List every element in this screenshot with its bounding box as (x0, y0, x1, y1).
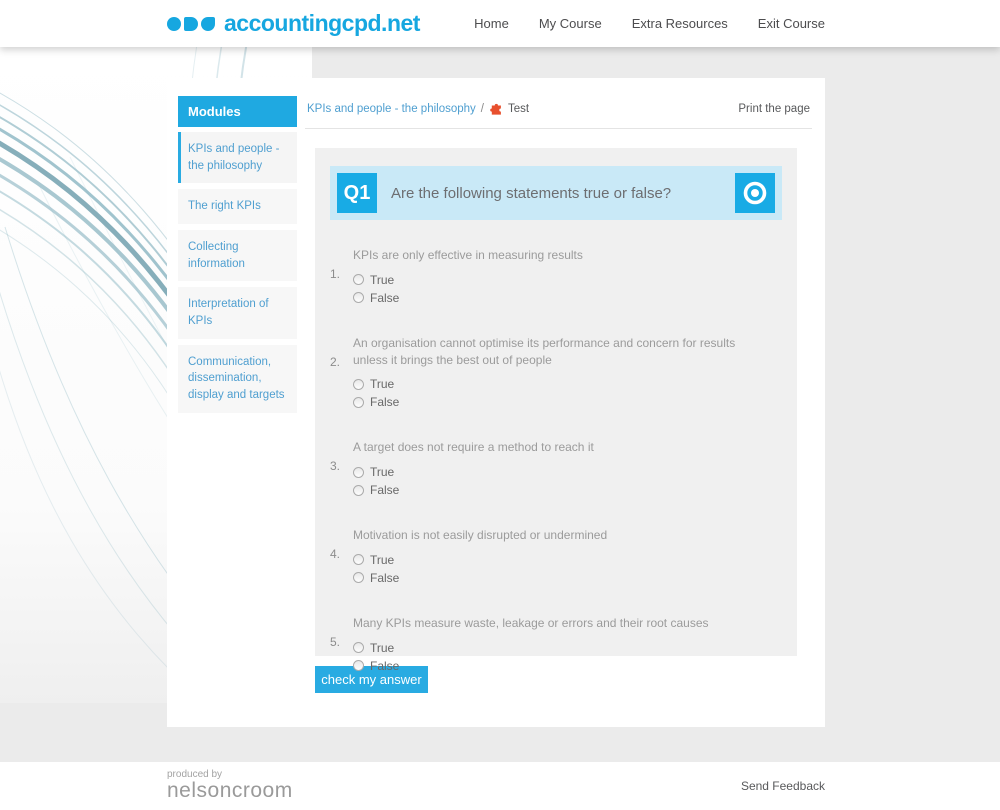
radio-button-icon[interactable] (353, 572, 364, 583)
logo-text: accountingcpd.net (224, 10, 420, 36)
statement-row-2 (330, 335, 782, 414)
statement-row-3 (330, 439, 782, 501)
option-true[interactable]: True (353, 465, 782, 479)
option-false[interactable]: False (353, 291, 782, 305)
nav-home[interactable]: Home (474, 16, 509, 31)
statement-number: 3. (330, 459, 341, 474)
question-panel (315, 148, 797, 673)
statement-text: Many KPIs measure waste, leakage or errors and their root causes (353, 615, 709, 630)
radio-button-icon[interactable] (353, 467, 364, 478)
sidebar-item-collecting-information[interactable]: Collecting information (178, 230, 297, 281)
modules-sidebar (178, 96, 297, 419)
sidebar-item-communication[interactable]: Communication, dissemination, display and targets (178, 345, 297, 413)
statement-row-5 (330, 615, 782, 677)
option-false[interactable]: False (353, 659, 782, 673)
content-card (167, 78, 825, 727)
radio-button-icon[interactable] (353, 554, 364, 565)
statement-text: An organisation cannot optimise its performance and concern for results unless it brings the best out of people (353, 335, 736, 367)
option-false[interactable]: False (353, 571, 782, 585)
produced-by-label: produced by (167, 768, 223, 780)
option-false[interactable]: False (353, 395, 782, 409)
producer-logo (167, 770, 293, 803)
send-feedback-link[interactable]: Send Feedback (740, 779, 825, 793)
target-icon (735, 173, 775, 213)
statement-row-1 (330, 247, 782, 309)
breadcrumb-row (305, 102, 812, 129)
sidebar-item-kpis-and-people[interactable]: KPIs and people - the philosophy (178, 132, 297, 183)
main-nav (474, 16, 825, 31)
option-true[interactable]: True (353, 377, 782, 391)
radio-button-icon[interactable] (353, 660, 364, 671)
option-true[interactable]: True (353, 553, 782, 567)
nav-extra-resources[interactable]: Extra Resources (631, 16, 728, 31)
top-header (0, 0, 1000, 47)
statement-text: KPIs are only effective in measuring results (353, 248, 583, 262)
statement-number: 2. (330, 354, 341, 369)
page-background (0, 47, 1000, 762)
radio-button-icon[interactable] (353, 379, 364, 390)
statement-number: 5. (330, 634, 341, 649)
breadcrumb-current: Test (508, 103, 530, 115)
page-footer (0, 762, 1000, 810)
question-text: Are the following statements true or false? (391, 184, 672, 202)
question-header (330, 166, 782, 220)
radio-button-icon[interactable] (353, 642, 364, 653)
breadcrumb-separator: / (480, 103, 484, 115)
question-number-badge: Q1 (337, 173, 377, 213)
statements-list (330, 247, 782, 677)
radio-button-icon[interactable] (353, 397, 364, 408)
sidebar-item-interpretation-of-kpis[interactable]: Interpretation of KPIs (178, 287, 297, 338)
statement-number: 4. (330, 547, 341, 562)
option-true[interactable]: True (353, 273, 782, 287)
statement-number: 1. (330, 267, 341, 281)
content-column (305, 102, 812, 693)
accountingcpd-logo[interactable] (167, 10, 420, 37)
logo-dots-icon (167, 17, 215, 31)
sidebar-item-the-right-kpis[interactable]: The right KPIs (178, 189, 297, 224)
statement-row-4 (330, 527, 782, 589)
statement-text: Motivation is not easily disrupted or undermined (353, 528, 608, 543)
breadcrumb-module-link[interactable]: KPIs and people - the philosophy (307, 103, 476, 115)
breadcrumb (307, 102, 529, 116)
option-true[interactable]: True (353, 641, 782, 655)
radio-button-icon[interactable] (353, 274, 364, 285)
nav-exit-course[interactable]: Exit Course (757, 16, 825, 31)
statement-text: A target does not require a method to reach it (353, 440, 594, 455)
nav-my-course[interactable]: My Course (538, 16, 602, 31)
sidebar-title: Modules (178, 96, 297, 127)
producer-name: nelsoncroom (167, 779, 293, 803)
check-my-answer-button[interactable]: check my answer (315, 666, 428, 693)
print-page-link[interactable]: Print the page (738, 103, 810, 115)
puzzle-icon (489, 102, 503, 116)
option-false[interactable]: False (353, 483, 782, 497)
radio-button-icon[interactable] (353, 485, 364, 496)
radio-button-icon[interactable] (353, 292, 364, 303)
